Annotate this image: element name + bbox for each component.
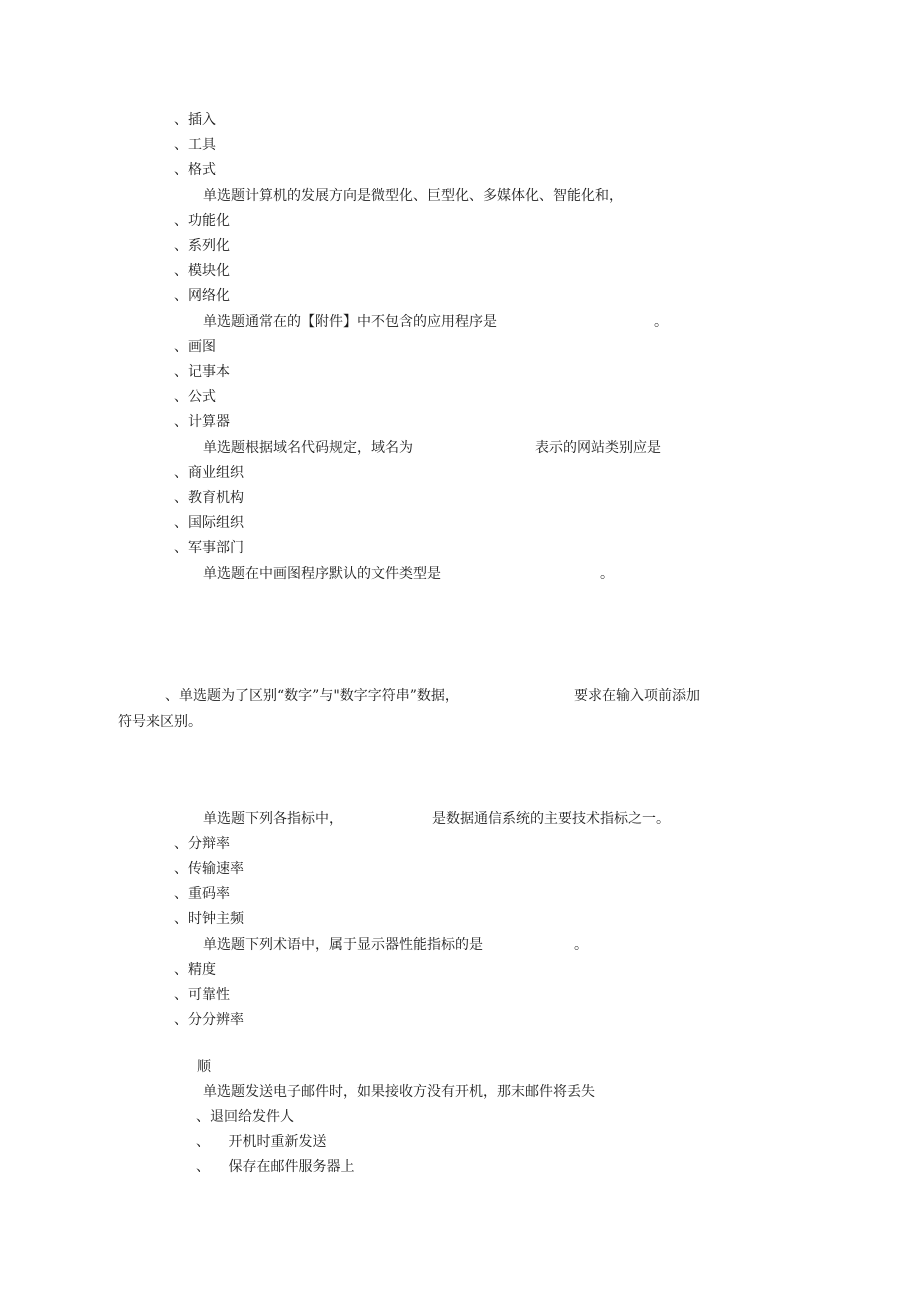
- question-period: 。: [574, 937, 588, 953]
- option: 、精度: [174, 962, 216, 978]
- option: 、插入: [174, 112, 216, 128]
- option: 、画图: [174, 339, 216, 355]
- option: 、 开机时重新发送: [196, 1134, 327, 1150]
- question-text: 单选题根据域名代码规定，域名为: [203, 440, 413, 456]
- question-text: 单选题通常在的【附件】中不包含的应用程序是: [203, 314, 497, 330]
- option: 、公式: [174, 389, 216, 405]
- option: 、工具: [174, 137, 216, 153]
- question-text: 单选题计算机的发展方向是微型化、巨型化、多媒体化、智能化和，: [203, 188, 623, 204]
- option: 、时钟主频: [174, 911, 244, 927]
- option: 、 保存在邮件服务器上: [196, 1159, 355, 1175]
- question-period: 。: [600, 566, 614, 582]
- option: 、重码率: [174, 886, 230, 902]
- option: 、功能化: [174, 213, 230, 229]
- question-text: 单选题下列各指标中，: [203, 811, 343, 827]
- option: 、传输速率: [174, 861, 244, 877]
- question-text-continued: 符号来区别。: [118, 714, 202, 730]
- question-text: 单选题下列术语中，属于显示器性能指标的是: [203, 937, 483, 953]
- option: 、格式: [174, 162, 216, 178]
- option: 、计算器: [174, 414, 230, 430]
- option: 、退回给发件人: [196, 1109, 294, 1125]
- option: 、网络化: [174, 288, 230, 304]
- question-period: 。: [654, 314, 668, 330]
- option: 、军事部门: [174, 540, 244, 556]
- question-text-tail: 表示的网站类别应是: [535, 440, 661, 456]
- option: 、分分辨率: [174, 1012, 244, 1028]
- option: 、分辩率: [174, 836, 230, 852]
- option: 、国际组织: [174, 515, 244, 531]
- option: 、可靠性: [174, 987, 230, 1003]
- option: 、模块化: [174, 263, 230, 279]
- question-text: 、单选题为了区别“数字”与"数字字符串”数据，: [165, 688, 459, 704]
- stray-character: 顺: [197, 1059, 211, 1075]
- option: 、系列化: [174, 238, 230, 254]
- question-text: 单选题发送电子邮件时，如果接收方没有开机，那末邮件将丢失: [203, 1084, 595, 1100]
- option: 、记事本: [174, 364, 230, 380]
- option: 、教育机构: [174, 490, 244, 506]
- question-text-tail: 要求在输入项前添加: [574, 688, 700, 704]
- question-text-tail: 是数据通信系统的主要技术指标之一。: [432, 811, 670, 827]
- question-text: 单选题在中画图程序默认的文件类型是: [203, 566, 441, 582]
- option: 、商业组织: [174, 465, 244, 481]
